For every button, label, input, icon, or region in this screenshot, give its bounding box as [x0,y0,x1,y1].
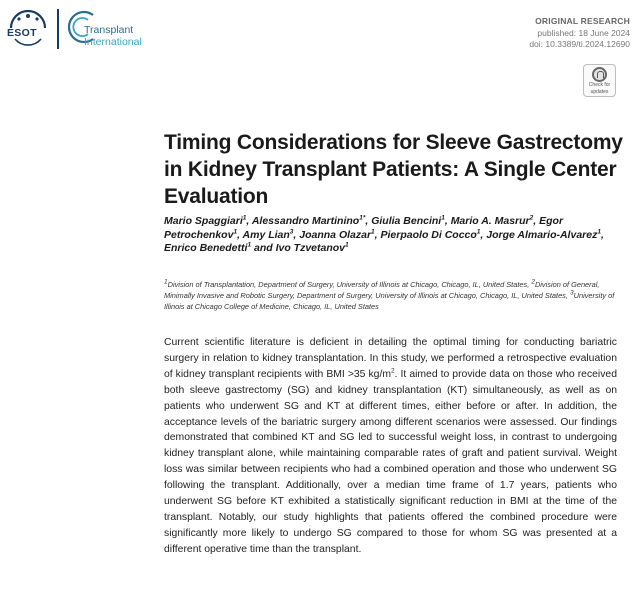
author-name[interactable]: Mario Spaggiari [164,215,243,227]
logo-divider [57,9,59,49]
affiliations [164,279,619,312]
journal-name-line2: International [84,36,142,48]
doi[interactable]: doi: 10.3389/ti.2024.12690 [529,39,630,49]
author-affiliation-marker: 1 [476,228,481,235]
author-name[interactable]: Alessandro Martinino [251,215,360,227]
author-affiliation-marker: 1 [441,214,445,222]
article-meta [529,16,630,51]
affiliation-text: Division of General, Minimally Invasive and Robotic Surgery, Department of Surgery, University of Illinois at Chicago, Chicago, IL, United States, [164,280,600,300]
author-name[interactable]: Amy Lian [242,228,290,241]
author-affiliation-marker: 1 [371,228,375,235]
article-title: Timing Considerations for Sleeve Gastrectomy in Kidney Transplant Patients: A Single Center Evaluation [164,131,623,208]
author-affiliation-marker: 2 [529,214,534,222]
author-affiliation-marker: 1 [597,228,601,235]
abstract-text-part1: Current scientific literature is deficient in detailing the optimal timing for conducting bariatric surgery in relation to kidney transplantation. In this study, we performed a retrospective evaluation of kidney transplant recipients with BMI >35 kg/m [164,337,617,380]
check-updates-label-line2: updates [590,88,609,95]
author-name[interactable]: Jorge Almario-Alvarez [486,228,598,241]
check-updates-icon [592,67,607,82]
journal-name-line1: Transplant [84,24,134,36]
author-affiliation-marker: 1* [359,214,366,222]
author-name[interactable]: Mario A. Masrur [450,215,530,227]
author-affiliation-marker: 1 [345,241,349,249]
abstract [164,335,617,558]
author-list: Mario Spaggiari$^1$, Alessandro Martinino$^{1*}$, Giulia Bencini$^1$, Mario A. Masrur$^2$, Egor Petrochenkov$^1$, Amy Lian$^3$, Joanna Olazar$^1$, Pierpaolo Di Cocco$^1$, Jorge Almario-Alvarez$^1$, Enrico Benedetti$^1$ and Ivo Tzvetanov$^1$ [164,214,604,254]
author-affiliation-marker: 3 [289,228,294,235]
author-name[interactable]: Ivo Tzvetanov [275,242,346,254]
check-for-updates-button[interactable] [583,64,616,97]
published-date: published: 18 June 2024 [537,27,630,38]
author-affiliation-marker: 1 [247,241,252,249]
affiliation-text: University of Illinois at Chicago College of Medicine, Chicago, IL, United States [164,291,615,311]
affiliation-marker: 3 [570,289,574,297]
check-updates-label-line1: Check for [588,82,611,88]
affiliation-marker: 2 [531,278,535,286]
author-name[interactable]: Enrico Benedetti [164,242,248,254]
abstract-superscript: 2 [391,367,395,375]
author-and: and [253,242,273,254]
abstract-text-part2: . It aimed to provide data on those who received both sleeve gastrectomy (SG) and kidney transplantation (KT) simultaneously, as well as on patients who underwent SG and KT at different times, either before or after. In addition, the acceptance levels of the bariatric surgery among different scenarios were assessed. Our findings demonstrated that combined KT and SG led to successful weight loss, in contrast to undergoing kidney transplant alone, while maintaining comparable rates of graft and patient survival. Weight loss was similar between recipients who had a combined operation and those who underwent SG following the transplant. Additionally, over a median time frame of 1.7 years, patients who underwent SG before KT exhibited a statistically significant reduction in BMI at the time of the transplant. Notably, our study highlights that patients offered the combined procedure were significantly more likely to undergo SG compared to those for whom SG was presented at a different operative time than the transplant. [164,368,617,555]
affiliation-text: Division of Transplantation, Department of Surgery, University of Illinois at Chicago, Chicago, IL, United States, [167,280,530,289]
affiliation-marker: 1 [164,278,168,286]
author-name[interactable]: Pierpaolo Di Cocco [380,228,477,241]
author-affiliation-marker: 1 [242,214,247,222]
article-type: ORIGINAL RESEARCH [535,16,630,26]
author-name[interactable]: Egor Petrochenkov [164,215,564,241]
author-name[interactable]: Joanna Olazar [299,228,372,241]
page-header [0,0,637,60]
author-name[interactable]: Giulia Bencini [371,215,442,227]
esot-logo-text: ESOT [7,27,37,39]
author-affiliation-marker: 1 [233,228,238,235]
